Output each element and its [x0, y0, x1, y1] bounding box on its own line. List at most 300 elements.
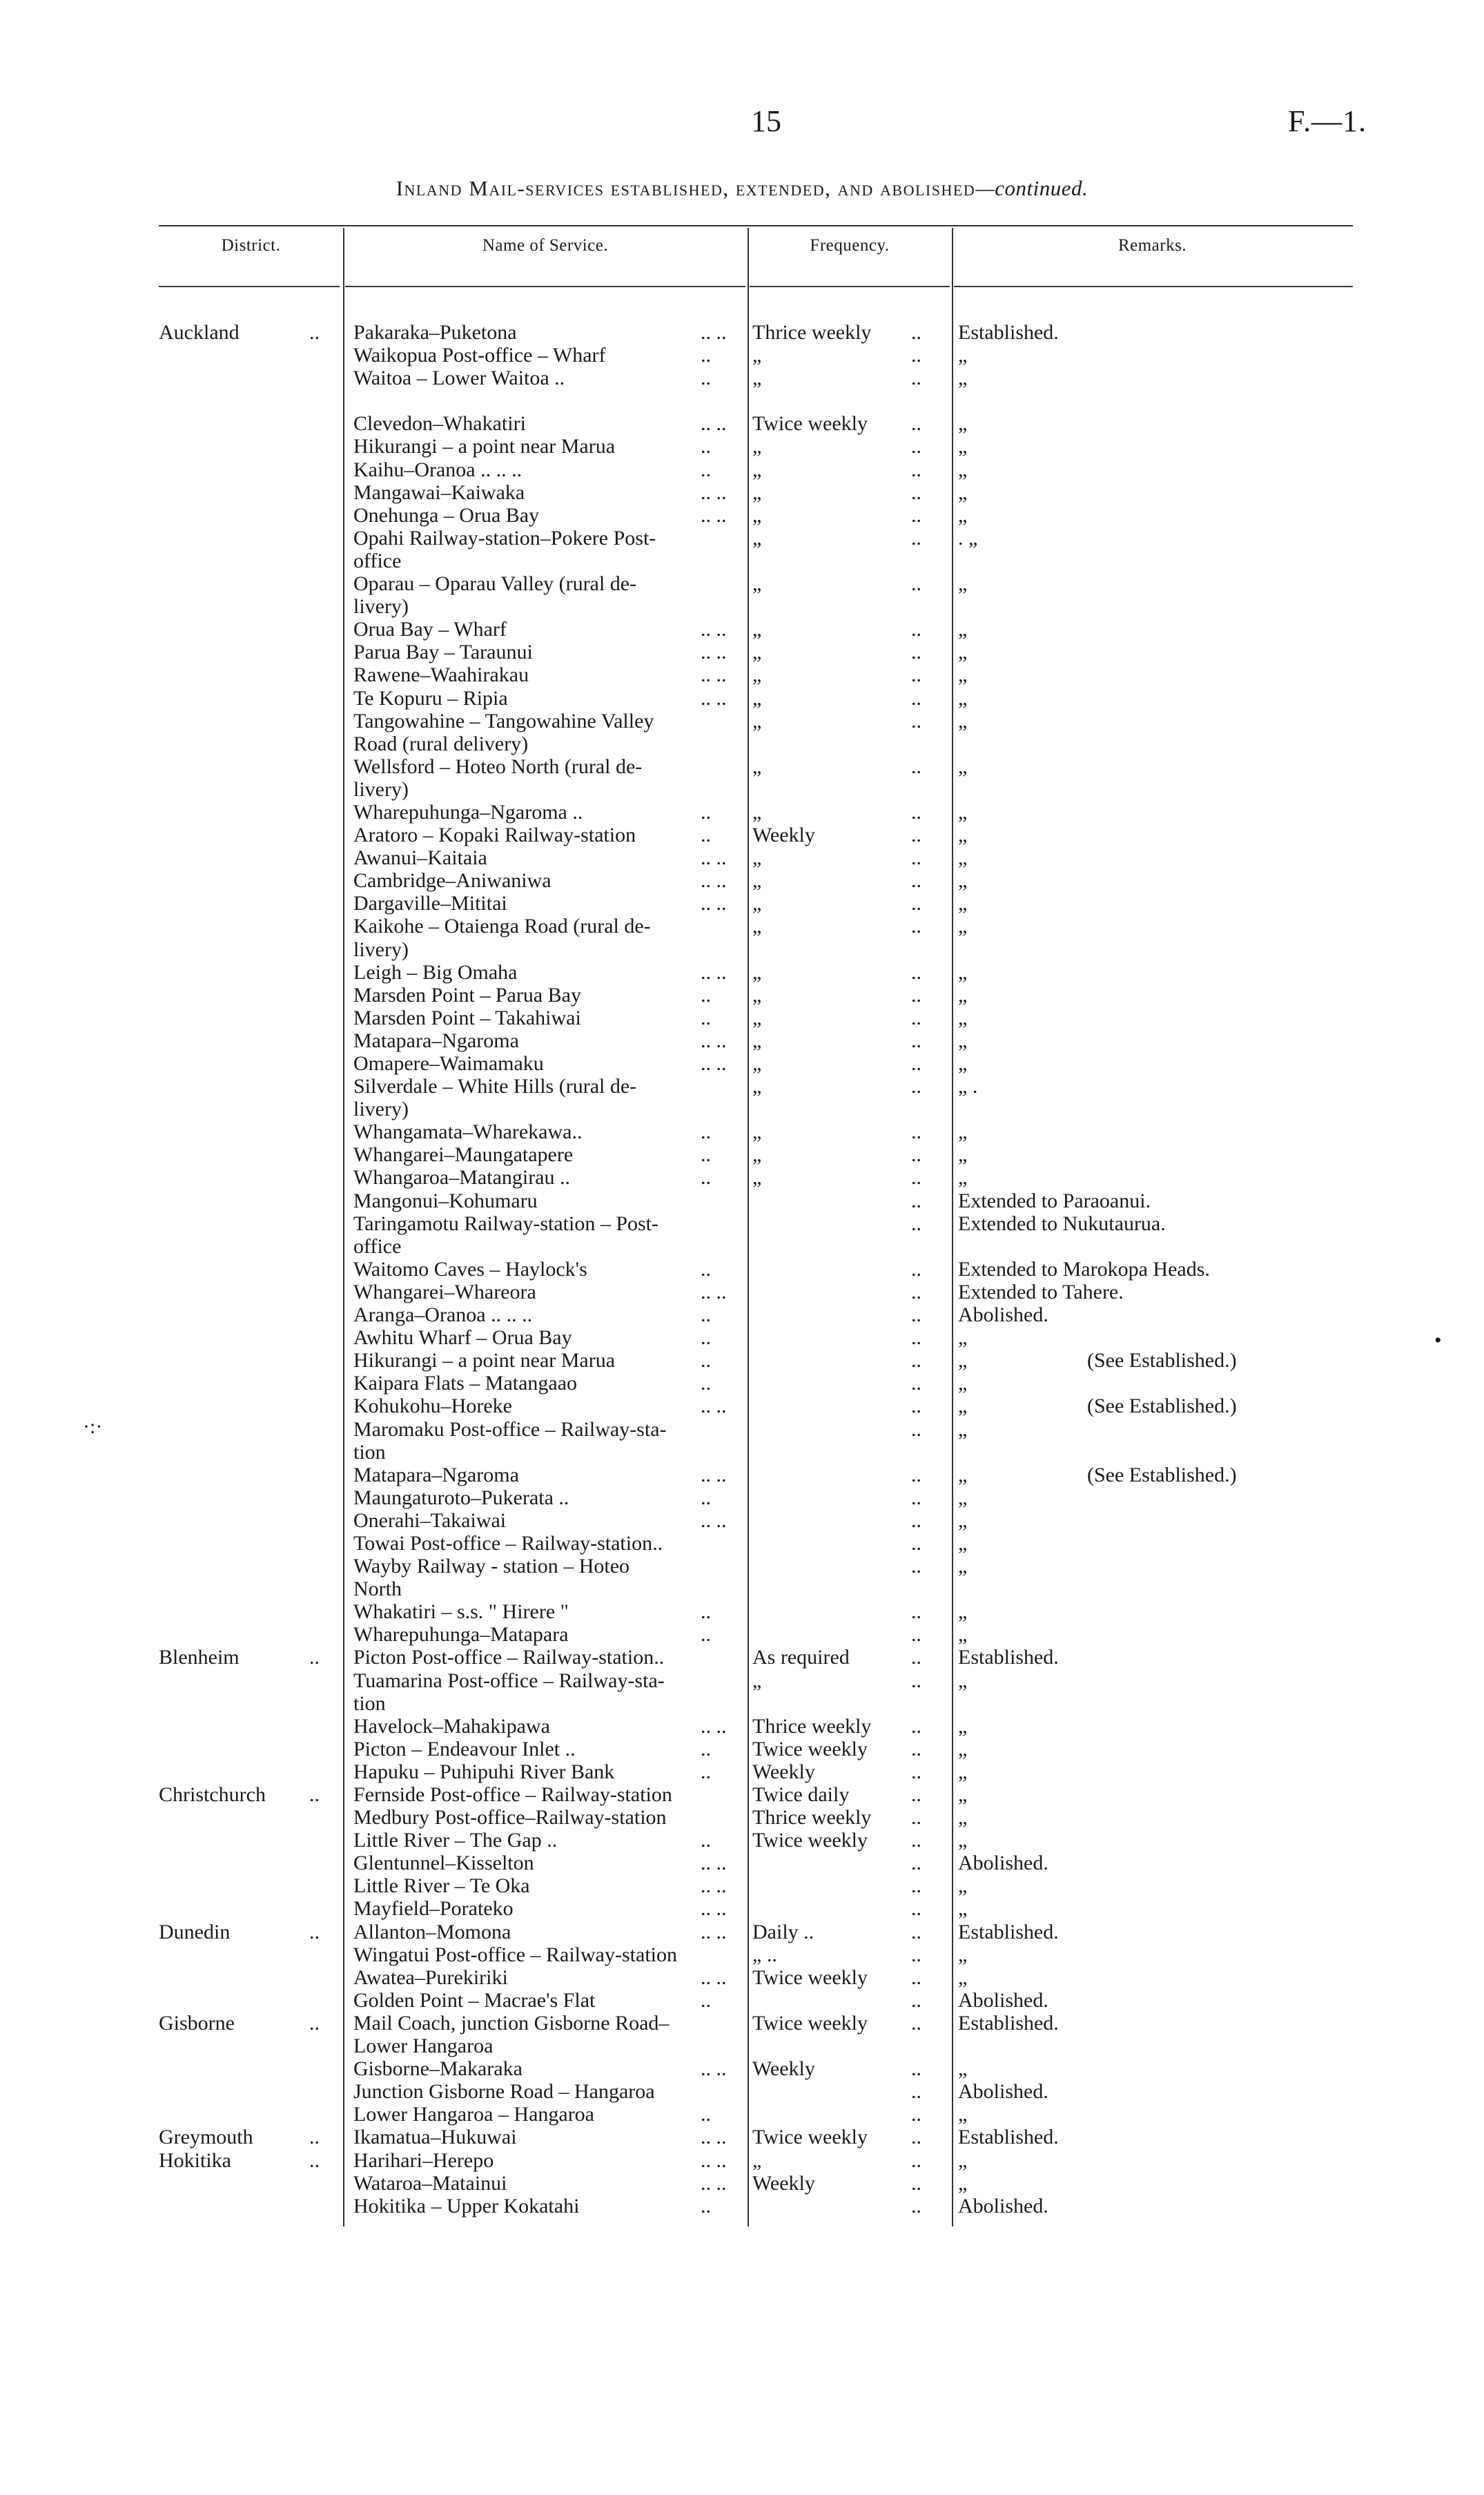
service-leader: .. ..	[701, 960, 727, 984]
remarks-cell: „	[958, 755, 968, 778]
service-leader: ..	[701, 800, 711, 824]
frequency-leader: ..	[911, 1669, 921, 1692]
frequency-leader: ..	[911, 2103, 921, 2126]
remarks-cell: „	[958, 1829, 968, 1852]
table-row	[0, 412, 1484, 435]
table-row	[0, 435, 1484, 458]
frequency-cell: „	[752, 1029, 762, 1052]
table-row	[0, 1600, 1484, 1623]
service-cell: Little River – The Gap ..	[353, 1829, 558, 1852]
service-cell: Picton – Endeavour Inlet ..	[353, 1737, 576, 1760]
frequency-cell: „	[752, 1006, 762, 1029]
district-leader: ..	[309, 1783, 320, 1806]
header-bottom-rule-district	[159, 286, 340, 287]
frequency-leader: ..	[911, 960, 921, 984]
frequency-leader: ..	[911, 2057, 921, 2081]
frequency-cell: Thrice weekly	[752, 1806, 872, 1829]
remarks-cell: „	[958, 1508, 968, 1532]
frequency-cell: „	[752, 755, 762, 778]
remarks-cell: Extended to Tahere.	[958, 1280, 1124, 1303]
remarks-cell: „	[958, 1965, 968, 1989]
frequency-leader: ..	[911, 1075, 921, 1098]
service-cell: Medbury Post-office–Railway-station	[353, 1806, 667, 1829]
table-row	[0, 550, 1484, 572]
header-frequency: Frequency.	[810, 236, 890, 255]
remarks-cell: „	[958, 480, 968, 504]
table-row	[0, 1646, 1484, 1669]
table-row	[0, 1212, 1484, 1235]
service-cell: Oparau – Oparau Valley (rural de-	[353, 572, 637, 596]
service-cell: Lower Hangaroa – Hangaroa	[353, 2103, 594, 2126]
remarks-cell: „	[958, 983, 968, 1007]
frequency-cell: „	[752, 663, 762, 687]
frequency-leader: ..	[911, 412, 921, 436]
service-leader: ..	[701, 1372, 711, 1395]
service-cell: Whangaroa–Matangirau ..	[353, 1166, 571, 1190]
frequency-leader: ..	[911, 1806, 921, 1829]
table-row	[0, 1852, 1484, 1874]
page-number: 15	[751, 104, 781, 138]
frequency-leader: ..	[911, 1395, 921, 1418]
service-cell: Onerahi–Takaiwai	[353, 1508, 507, 1532]
service-leader: ..	[701, 1829, 711, 1852]
header-remarks: Remarks.	[1117, 236, 1187, 255]
service-leader: ..	[701, 1120, 711, 1144]
service-cell: Parua Bay – Taraunui	[353, 641, 533, 664]
remarks-cell: „	[958, 1143, 968, 1167]
service-leader: ..	[701, 1988, 711, 2012]
table-row	[0, 641, 1484, 663]
table-row	[0, 1669, 1484, 1692]
remarks-cell: Abolished.	[958, 2080, 1048, 2104]
margin-speck-right: •	[1434, 1329, 1442, 1352]
frequency-leader: ..	[911, 686, 921, 710]
district-cell: Auckland	[159, 321, 240, 344]
remarks-cell: „	[958, 2171, 968, 2195]
table-row	[0, 1326, 1484, 1349]
service-cell: Te Kopuru – Ripia	[353, 686, 508, 710]
remarks-cell: „	[958, 1737, 968, 1760]
frequency-cell: Twice weekly	[752, 2011, 868, 2035]
service-leader: .. ..	[701, 1897, 727, 1921]
service-cell: Mayfield–Porateko	[353, 1897, 514, 1921]
frequency-cell: „	[752, 435, 762, 458]
table-row	[0, 710, 1484, 732]
table-row	[0, 1235, 1484, 1258]
remarks-cell: Extended to Nukutaurua.	[958, 1212, 1166, 1235]
remarks-cell: Established.	[958, 2126, 1059, 2149]
frequency-leader: ..	[911, 1508, 921, 1532]
remarks-note: (See Established.)	[1087, 1395, 1237, 1418]
frequency-leader: ..	[911, 1372, 921, 1395]
service-cell: Whangarei–Maungatapere	[353, 1143, 574, 1167]
frequency-cell: „	[752, 1120, 762, 1144]
frequency-cell: „	[752, 800, 762, 824]
frequency-cell: „	[752, 458, 762, 481]
table-row	[0, 2149, 1484, 2172]
table-row	[0, 618, 1484, 641]
service-leader: ..	[701, 1143, 711, 1167]
service-cell: Road (rural delivery)	[353, 732, 529, 755]
service-cell: Omapere–Waimamaku	[353, 1052, 544, 1075]
remarks-cell: „	[958, 1669, 968, 1692]
frequency-leader: ..	[911, 800, 921, 824]
table-row	[0, 1349, 1484, 1372]
remarks-cell: Established.	[958, 2011, 1059, 2035]
service-cell: Wellsford – Hoteo North (rural de-	[353, 755, 643, 778]
remarks-cell: Abolished.	[958, 2194, 1048, 2217]
service-leader: .. ..	[701, 2126, 727, 2149]
remarks-cell: Abolished.	[958, 1303, 1048, 1327]
table-row	[0, 481, 1484, 504]
table-row	[0, 1075, 1484, 1098]
header-district: District.	[221, 236, 281, 255]
remarks-cell: „	[958, 435, 968, 458]
frequency-leader: ..	[911, 1029, 921, 1052]
frequency-leader: ..	[911, 983, 921, 1007]
frequency-leader: ..	[911, 1280, 921, 1303]
service-cell: Wataroa–Matainui	[353, 2171, 507, 2195]
frequency-leader: ..	[911, 2126, 921, 2149]
table-row	[0, 1897, 1484, 1920]
frequency-leader: ..	[911, 1737, 921, 1760]
service-leader: .. ..	[701, 1852, 727, 1875]
remarks-cell: „	[958, 1783, 968, 1806]
service-cell: Awanui–Kaitaia	[353, 846, 487, 870]
remarks-cell: „	[958, 1623, 968, 1647]
frequency-cell: „	[752, 846, 762, 870]
frequency-leader: ..	[911, 1646, 921, 1669]
service-cell: Picton Post-office – Railway-station..	[353, 1646, 665, 1669]
frequency-leader: ..	[911, 2080, 921, 2104]
remarks-cell: „	[958, 1326, 968, 1350]
frequency-cell: „	[752, 641, 762, 664]
frequency-leader: ..	[911, 1783, 921, 1806]
service-cell: Pakaraka–Puketona	[353, 321, 517, 344]
table-row	[0, 1464, 1484, 1486]
header-service: Name of Service.	[482, 236, 609, 255]
frequency-cell: Twice daily	[752, 1783, 850, 1806]
service-cell: Cambridge–Aniwaniwa	[353, 869, 551, 893]
service-leader: .. ..	[701, 1508, 727, 1532]
table-row	[0, 504, 1484, 527]
table-row	[0, 778, 1484, 801]
frequency-cell: As required	[752, 1646, 850, 1669]
service-leader: ..	[701, 983, 711, 1007]
frequency-leader: ..	[911, 824, 921, 847]
table-row	[0, 1509, 1484, 1532]
service-cell: livery)	[353, 1098, 409, 1121]
table-row	[0, 961, 1484, 984]
frequency-leader: ..	[911, 709, 921, 732]
service-leader: .. ..	[701, 1920, 727, 1943]
table-row	[0, 367, 1484, 389]
table-row	[0, 801, 1484, 824]
service-leader: ..	[701, 1486, 711, 1509]
service-cell: Allanton–Momona	[353, 1920, 511, 1943]
margin-speck-left: ·:·	[83, 1415, 103, 1438]
remarks-cell: „	[958, 1760, 968, 1783]
service-cell: office	[353, 1234, 402, 1258]
remarks-cell: „	[958, 1395, 968, 1418]
frequency-cell: „	[752, 1669, 762, 1692]
frequency-cell: „	[752, 686, 762, 710]
frequency-leader: ..	[911, 1326, 921, 1350]
service-cell: Wayby Railway - station – Hoteo	[353, 1555, 630, 1578]
frequency-leader: ..	[911, 2011, 921, 2035]
table-row	[0, 1692, 1484, 1715]
frequency-leader: ..	[911, 641, 921, 664]
frequency-leader: ..	[911, 503, 921, 527]
district-cell: Gisborne	[159, 2011, 235, 2035]
frequency-cell: „	[752, 1143, 762, 1167]
table-row	[0, 1281, 1484, 1303]
frequency-leader: ..	[911, 526, 921, 550]
remarks-cell: „	[958, 503, 968, 527]
service-cell: Aratoro – Kopaki Railway-station	[353, 824, 636, 847]
remarks-cell: „	[958, 800, 968, 824]
frequency-leader: ..	[911, 1852, 921, 1875]
service-leader: ..	[701, 1760, 711, 1783]
service-cell: Wharepuhunga–Matapara	[353, 1623, 569, 1647]
remarks-cell: „	[958, 1006, 968, 1029]
frequency-cell: „	[752, 367, 762, 390]
remarks-cell: „	[958, 1486, 968, 1509]
remarks-cell: Abolished.	[958, 1988, 1048, 2012]
service-cell: Orua Bay – Wharf	[353, 618, 507, 641]
remarks-cell: „	[958, 1166, 968, 1190]
service-leader: .. ..	[701, 1280, 727, 1303]
frequency-cell: Twice weekly	[752, 1829, 868, 1852]
service-cell: tion	[353, 1440, 386, 1464]
remarks-cell: „	[958, 1600, 968, 1624]
table-row	[0, 1738, 1484, 1760]
frequency-cell: Twice weekly	[752, 2126, 868, 2149]
frequency-leader: ..	[911, 663, 921, 687]
frequency-cell: „	[752, 572, 762, 596]
service-cell: Waitoa – Lower Waitoa ..	[353, 367, 565, 390]
service-leader: .. ..	[701, 892, 727, 915]
table-row	[0, 1966, 1484, 1989]
frequency-leader: ..	[911, 1120, 921, 1144]
service-cell: Leigh – Big Omaha	[353, 960, 518, 984]
table-row	[0, 1395, 1484, 1417]
table-row	[0, 1258, 1484, 1281]
frequency-leader: ..	[911, 1829, 921, 1852]
district-leader: ..	[309, 2011, 320, 2035]
table-row	[0, 389, 1484, 412]
frequency-leader: ..	[911, 1486, 921, 1509]
frequency-cell: „	[752, 1052, 762, 1075]
frequency-cell: Weekly	[752, 2057, 815, 2081]
service-cell: North	[353, 1577, 402, 1601]
service-leader: ..	[701, 1737, 711, 1760]
frequency-leader: ..	[911, 321, 921, 344]
service-leader: .. ..	[701, 663, 727, 687]
district-cell: Dunedin	[159, 1920, 231, 1943]
service-leader: ..	[701, 344, 711, 367]
table-row	[0, 915, 1484, 938]
frequency-cell: „	[752, 960, 762, 984]
table-row	[0, 1143, 1484, 1166]
service-leader: .. ..	[701, 321, 727, 344]
remarks-cell: „	[958, 686, 968, 710]
frequency-cell: „	[752, 503, 762, 527]
table-row	[0, 2057, 1484, 2080]
table-row	[0, 1829, 1484, 1852]
table-row	[0, 2195, 1484, 2217]
frequency-leader: ..	[911, 1212, 921, 1235]
table-row	[0, 1943, 1484, 1966]
service-cell: Marsden Point – Parua Bay	[353, 983, 581, 1007]
frequency-leader: ..	[911, 367, 921, 390]
service-leader: .. ..	[701, 1395, 727, 1418]
remarks-note: (See Established.)	[1087, 1463, 1237, 1486]
frequency-leader: ..	[911, 1555, 921, 1578]
service-cell: Mangonui–Kohumaru	[353, 1189, 538, 1212]
service-cell: Kaikohe – Otaienga Road (rural de-	[353, 915, 651, 938]
service-leader: .. ..	[701, 1463, 727, 1486]
table-row	[0, 1418, 1484, 1441]
service-cell: Glentunnel–Kisselton	[353, 1852, 534, 1875]
service-cell: Aranga–Oranoa .. .. ..	[353, 1303, 533, 1327]
remarks-cell: „ .	[958, 1075, 978, 1098]
service-leader: ..	[701, 1600, 711, 1624]
frequency-leader: ..	[911, 1965, 921, 1989]
frequency-leader: ..	[911, 1623, 921, 1647]
service-leader: .. ..	[701, 412, 727, 436]
remarks-cell: „	[958, 412, 968, 436]
frequency-leader: ..	[911, 344, 921, 367]
table-row	[0, 321, 1484, 344]
frequency-leader: ..	[911, 1943, 921, 1966]
service-cell: Towai Post-office – Railway-station..	[353, 1531, 663, 1555]
frequency-cell: Thrice weekly	[752, 1714, 872, 1738]
frequency-leader: ..	[911, 1052, 921, 1075]
service-cell: Kaipara Flats – Matangaao	[353, 1372, 578, 1395]
service-cell: tion	[353, 1691, 386, 1715]
service-cell: Silverdale – White Hills (rural de-	[353, 1075, 637, 1098]
table-row	[0, 344, 1484, 367]
service-leader: .. ..	[701, 2057, 727, 2081]
frequency-leader: ..	[911, 846, 921, 870]
frequency-leader: ..	[911, 1166, 921, 1190]
frequency-cell: „	[752, 869, 762, 893]
page-title	[0, 176, 1484, 201]
service-leader: .. ..	[701, 2148, 727, 2172]
service-cell: livery)	[353, 938, 409, 961]
table-row	[0, 2103, 1484, 2126]
frequency-cell: Weekly	[752, 824, 815, 847]
frequency-cell: Daily ..	[752, 1920, 814, 1943]
remarks-cell: „	[958, 846, 968, 870]
remarks-cell: „	[958, 2103, 968, 2126]
remarks-note: (See Established.)	[1087, 1349, 1237, 1372]
remarks-cell: „	[958, 1897, 968, 1921]
service-cell: Waitomo Caves – Haylock's	[353, 1257, 587, 1281]
frequency-leader: ..	[911, 572, 921, 596]
table-row	[0, 1441, 1484, 1464]
table-row	[0, 938, 1484, 961]
district-leader: ..	[309, 2148, 320, 2172]
table-row	[0, 1486, 1484, 1509]
title-text: Inland Mail-services established, extended, and abolished	[396, 176, 976, 200]
remarks-cell: „	[958, 1874, 968, 1898]
frequency-cell: „	[752, 2148, 762, 2172]
frequency-leader: ..	[911, 869, 921, 893]
frequency-cell: „	[752, 709, 762, 732]
remarks-cell: „	[958, 1531, 968, 1555]
remarks-cell: Established.	[958, 321, 1059, 344]
service-leader: ..	[701, 1257, 711, 1281]
service-cell: Ikamatua–Hukuwai	[353, 2126, 517, 2149]
frequency-leader: ..	[911, 1303, 921, 1327]
frequency-leader: ..	[911, 1714, 921, 1738]
frequency-leader: ..	[911, 1189, 921, 1212]
frequency-cell: „	[752, 1166, 762, 1190]
frequency-leader: ..	[911, 1600, 921, 1624]
table-row	[0, 892, 1484, 915]
service-cell: Dargaville–Mititai	[353, 892, 507, 915]
service-cell: Tangowahine – Tangowahine Valley	[353, 709, 654, 732]
header-top-rule	[159, 225, 1353, 226]
table-row	[0, 1303, 1484, 1326]
service-cell: Awhitu Wharf – Orua Bay	[353, 1326, 572, 1350]
frequency-leader: ..	[911, 1760, 921, 1783]
frequency-leader: ..	[911, 1143, 921, 1167]
service-leader: ..	[701, 458, 711, 481]
service-leader: .. ..	[701, 1714, 727, 1738]
table-row	[0, 1760, 1484, 1783]
service-leader: ..	[701, 435, 711, 458]
service-leader: .. ..	[701, 1052, 727, 1075]
frequency-leader: ..	[911, 1417, 921, 1441]
frequency-leader: ..	[911, 1897, 921, 1921]
remarks-cell: „	[958, 709, 968, 732]
service-leader: .. ..	[701, 1874, 727, 1898]
frequency-cell: „ ..	[752, 1943, 777, 1966]
district-cell: Christchurch	[159, 1783, 266, 1806]
remarks-cell: „	[958, 915, 968, 938]
remarks-cell: „	[958, 1372, 968, 1395]
frequency-leader: ..	[911, 618, 921, 641]
service-leader: ..	[701, 2103, 711, 2126]
frequency-leader: ..	[911, 480, 921, 504]
table-row	[0, 2012, 1484, 2035]
remarks-cell: „	[958, 869, 968, 893]
table-row	[0, 1989, 1484, 2012]
service-cell: Lower Hangaroa	[353, 2035, 494, 2058]
service-cell: Hikurangi – a point near Marua	[353, 1349, 616, 1372]
remarks-cell: „	[958, 618, 968, 641]
district-cell: Hokitika	[159, 2148, 231, 2172]
service-cell: office	[353, 549, 402, 572]
service-leader: .. ..	[701, 686, 727, 710]
frequency-leader: ..	[911, 892, 921, 915]
table-row	[0, 572, 1484, 595]
table-row	[0, 1623, 1484, 1646]
table-row	[0, 1715, 1484, 1738]
table-row	[0, 2172, 1484, 2195]
remarks-cell: „	[958, 1120, 968, 1144]
header-bottom-rule-frequency	[750, 286, 950, 287]
frequency-leader: ..	[911, 2194, 921, 2217]
table-row	[0, 824, 1484, 846]
table-row	[0, 1029, 1484, 1052]
service-cell: Maromaku Post-office – Railway-sta-	[353, 1417, 667, 1441]
service-cell: Havelock–Mahakipawa	[353, 1714, 550, 1738]
service-cell: Wharepuhunga–Ngaroma ..	[353, 800, 583, 824]
